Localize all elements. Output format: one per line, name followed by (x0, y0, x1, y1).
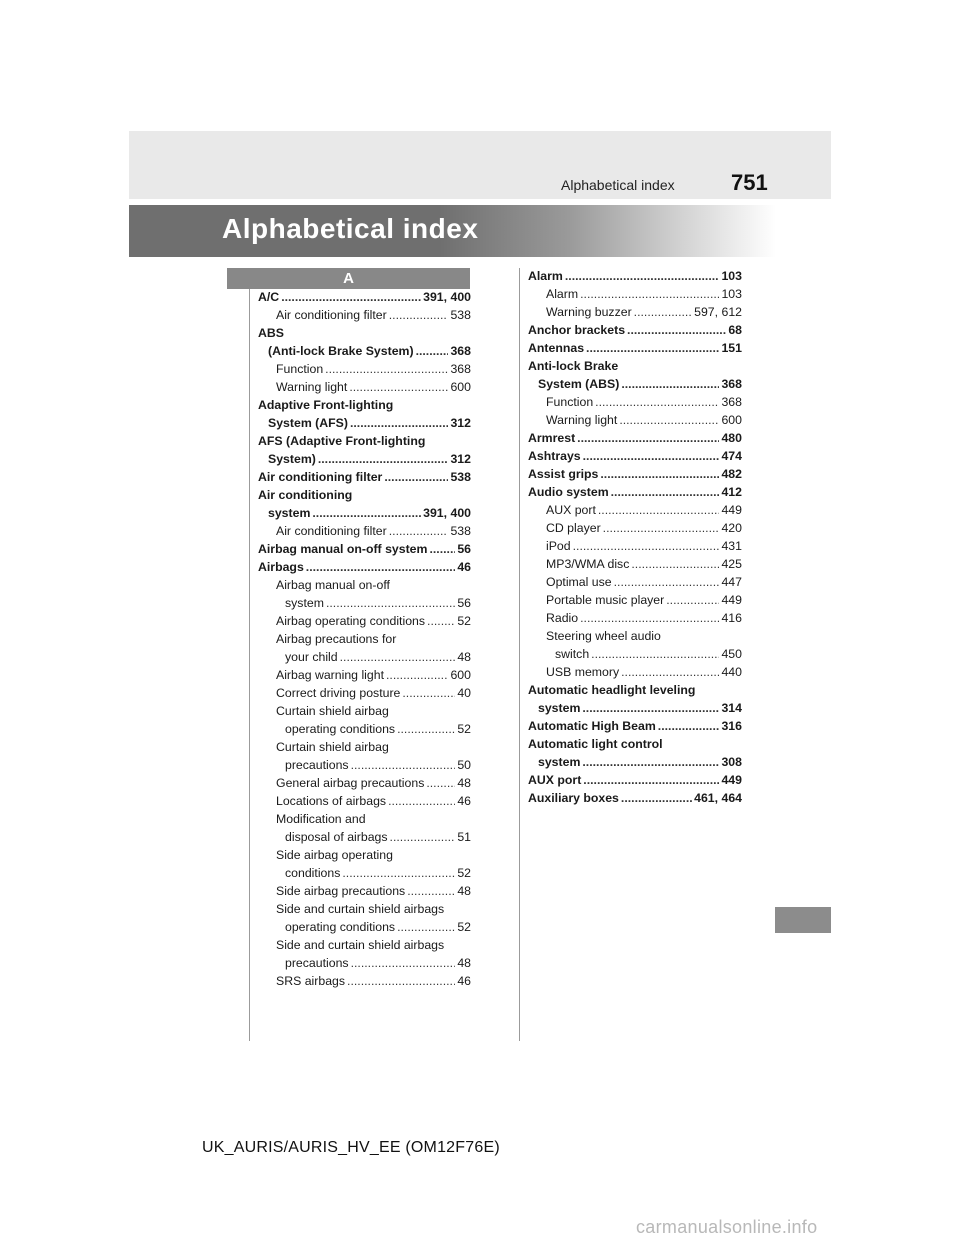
index-entry-line (258, 378, 471, 396)
dot-leader (397, 918, 455, 936)
index-term: AUX port (528, 773, 582, 787)
page-reference: 538 (450, 524, 471, 538)
index-entry (528, 519, 742, 537)
page-reference: 316 (721, 719, 742, 733)
page-reference: 46 (457, 560, 471, 574)
page-reference: 68 (728, 323, 742, 337)
dot-leader (603, 519, 720, 537)
index-entry (258, 936, 471, 972)
index-entry (258, 774, 471, 792)
page-reference: 46 (457, 974, 471, 988)
page-reference: 425 (721, 557, 742, 571)
index-term: AUX port (546, 503, 596, 517)
index-term: System (AFS) (268, 416, 348, 430)
dot-leader (325, 360, 448, 378)
index-term: Armrest (528, 431, 576, 445)
index-entry-line (528, 483, 742, 501)
index-entry (258, 792, 471, 810)
index-term: Ashtrays (528, 449, 581, 463)
index-term: Modification and (276, 812, 366, 826)
page-reference: 308 (721, 755, 742, 769)
index-term: Function (276, 362, 324, 376)
index-entry-line (258, 972, 471, 990)
index-term: Airbag warning light (276, 668, 385, 682)
index-entry-line (528, 285, 742, 303)
page-reference: 420 (721, 521, 742, 535)
page-reference: 600 (450, 668, 471, 682)
header-band (129, 131, 831, 199)
index-term: Airbag manual on-off system (258, 542, 428, 556)
index-term: CD player (546, 521, 601, 535)
index-term: System) (268, 452, 316, 466)
index-term: operating conditions (285, 920, 396, 934)
index-term: Adaptive Front-lighting (258, 398, 394, 412)
page-number: 751 (731, 170, 768, 195)
index-entry (258, 324, 471, 360)
dot-leader (312, 504, 421, 522)
dot-leader (573, 537, 720, 555)
dot-leader (577, 429, 719, 447)
index-term: Assist grips (528, 467, 599, 481)
index-entry-line (258, 864, 471, 882)
index-entry (528, 411, 742, 429)
watermark: carmanualsonline.info (636, 1217, 818, 1237)
dot-leader (666, 591, 719, 609)
dot-leader (614, 573, 720, 591)
page-reference: 56 (457, 542, 471, 556)
page-reference: 48 (457, 776, 471, 790)
index-entry-line (258, 342, 471, 360)
dot-leader (347, 972, 455, 990)
dot-leader (582, 753, 719, 771)
index-entry-line (528, 267, 742, 285)
dot-leader (658, 717, 720, 735)
column-divider-middle (519, 268, 520, 1041)
page-reference: 48 (457, 650, 471, 664)
index-entry (528, 609, 742, 627)
dot-leader (591, 645, 719, 663)
index-entry-line (258, 468, 471, 486)
page-reference: 52 (457, 614, 471, 628)
page-reference: 151 (721, 341, 742, 355)
index-term: Automatic light control (528, 737, 663, 751)
dot-leader (621, 789, 692, 807)
index-entry-line (528, 501, 742, 519)
dot-leader (583, 447, 720, 465)
index-entry (528, 573, 742, 591)
index-entry-line (528, 465, 742, 483)
index-entry-line (528, 663, 742, 681)
dot-leader (389, 522, 449, 540)
index-term: A/C (258, 290, 280, 304)
dot-leader (619, 411, 719, 429)
dot-leader (386, 666, 448, 684)
index-entry-line (258, 882, 471, 900)
dot-leader (427, 612, 455, 630)
index-entry (528, 339, 742, 357)
index-term: Anchor brackets (528, 323, 626, 337)
page-reference: 440 (721, 665, 742, 679)
page-reference: 48 (457, 884, 471, 898)
page-reference: 447 (721, 575, 742, 589)
index-term: system (538, 701, 581, 715)
index-entry-line (528, 411, 742, 429)
page-reference: 368 (450, 362, 471, 376)
index-entry (528, 429, 742, 447)
index-entry-line (258, 306, 471, 324)
index-entry-line (258, 792, 471, 810)
index-entry-line (258, 594, 471, 612)
page-reference: 51 (457, 830, 471, 844)
index-term: disposal of airbags (285, 830, 388, 844)
page-reference: 449 (721, 773, 742, 787)
index-entry-line (258, 666, 471, 684)
dot-leader (350, 414, 449, 432)
index-term: Automatic headlight leveling (528, 683, 696, 697)
index-entry-line (258, 648, 471, 666)
index-term: MP3/WMA disc (546, 557, 630, 571)
index-term: Alarm (546, 287, 579, 301)
index-term: AFS (Adaptive Front-lighting (258, 434, 426, 448)
index-entry-line (528, 321, 742, 339)
dot-leader (634, 303, 692, 321)
index-term: SRS airbags (276, 974, 346, 988)
index-term: Airbag operating conditions (276, 614, 426, 628)
page-reference: 314 (721, 701, 742, 715)
index-entry (528, 627, 742, 663)
index-term: Antennas (528, 341, 585, 355)
index-entry (258, 882, 471, 900)
dot-leader (621, 375, 719, 393)
index-column-right (528, 267, 742, 807)
dot-leader (565, 267, 720, 285)
index-entry (258, 306, 471, 324)
dot-leader (326, 594, 455, 612)
index-entry-line (258, 756, 471, 774)
index-entry-line (528, 303, 742, 321)
index-entry-line (528, 375, 742, 393)
dot-leader (351, 756, 456, 774)
index-entry-line (258, 774, 471, 792)
index-term: Locations of airbags (276, 794, 387, 808)
index-entry (528, 357, 742, 393)
index-entry (258, 432, 471, 468)
index-term: your child (285, 650, 338, 664)
index-entry-line (258, 414, 471, 432)
page-reference: 449 (721, 503, 742, 517)
index-term: Air conditioning filter (276, 524, 387, 538)
dot-leader (426, 774, 455, 792)
dot-leader (349, 378, 448, 396)
index-entry-line (528, 339, 742, 357)
index-entry (258, 846, 471, 882)
index-term: Portable music player (546, 593, 665, 607)
index-entry (258, 810, 471, 846)
index-entry (258, 288, 471, 306)
dot-leader (388, 792, 455, 810)
page-reference: 482 (721, 467, 742, 481)
index-entry (258, 666, 471, 684)
page-reference: 368 (721, 377, 742, 391)
page-reference: 46 (457, 794, 471, 808)
index-entry-line (258, 504, 471, 522)
index-entry-line (258, 954, 471, 972)
page-reference: 416 (721, 611, 742, 625)
index-entry (528, 447, 742, 465)
index-term: system (538, 755, 581, 769)
index-term: Warning light (546, 413, 618, 427)
dot-leader (621, 663, 719, 681)
page-reference: 40 (457, 686, 471, 700)
index-term: Audio system (528, 485, 609, 499)
page-reference: 391, 400 (423, 506, 471, 520)
index-entry (528, 555, 742, 573)
index-entry (258, 486, 471, 522)
page-reference: 48 (457, 956, 471, 970)
index-entry (528, 771, 742, 789)
document-footer: UK_AURIS/AURIS_HV_EE (OM12F76E) (202, 1139, 500, 1156)
index-term: Auxiliary boxes (528, 791, 619, 805)
index-entry (258, 576, 471, 612)
dot-leader (281, 288, 421, 306)
dot-leader (340, 648, 456, 666)
index-entry (528, 591, 742, 609)
page-reference: 449 (721, 593, 742, 607)
index-entry (528, 303, 742, 321)
header-section-title: Alphabetical index (561, 177, 675, 193)
index-entry-line (528, 771, 742, 789)
index-entry (528, 267, 742, 285)
index-term: system (268, 506, 311, 520)
column-divider-left (249, 289, 250, 1041)
index-entry (258, 630, 471, 666)
index-term: Airbags (258, 560, 304, 574)
index-term: switch (555, 647, 590, 661)
index-entry-line (528, 537, 742, 555)
page-reference: 103 (721, 269, 742, 283)
index-entry-line (528, 573, 742, 591)
page-reference: 431 (721, 539, 742, 553)
index-entry-line (528, 555, 742, 573)
page-reference: 368 (450, 344, 471, 358)
index-term: Air conditioning filter (258, 470, 383, 484)
page-reference: 597, 612 (694, 305, 742, 319)
page-reference: 474 (721, 449, 742, 463)
page-reference: 412 (721, 485, 742, 499)
page-reference: 391, 400 (423, 290, 471, 304)
index-entry-line (528, 429, 742, 447)
index-entry (258, 702, 471, 738)
index-term: conditions (285, 866, 341, 880)
index-entry-line (258, 684, 471, 702)
index-entry (528, 717, 742, 735)
index-term: Air conditioning filter (276, 308, 387, 322)
index-term: system (285, 596, 324, 610)
page-reference: 56 (457, 596, 471, 610)
page-reference: 52 (457, 866, 471, 880)
index-entry-line (528, 753, 742, 771)
index-entry (528, 465, 742, 483)
index-entry (258, 738, 471, 774)
index-term: Anti-lock Brake (528, 359, 619, 373)
index-entry (528, 393, 742, 411)
index-term: iPod (546, 539, 571, 553)
index-entry (258, 522, 471, 540)
dot-leader (586, 339, 719, 357)
dot-leader (583, 771, 719, 789)
dot-leader (384, 468, 448, 486)
index-term: System (ABS) (538, 377, 620, 391)
dot-leader (580, 285, 719, 303)
page-reference: 312 (450, 416, 471, 430)
index-entry-line (258, 450, 471, 468)
index-entry (528, 681, 742, 717)
dot-leader (416, 342, 449, 360)
index-entry-line (528, 645, 742, 663)
index-term: Steering wheel audio (546, 629, 661, 643)
dot-leader (580, 609, 719, 627)
dot-leader (595, 393, 719, 411)
index-term: Radio (546, 611, 579, 625)
index-term: Air conditioning (258, 488, 353, 502)
dot-leader (351, 954, 456, 972)
index-entry-line (528, 789, 742, 807)
index-term: Curtain shield airbag (276, 704, 389, 718)
index-entry (258, 540, 471, 558)
dot-leader (600, 465, 719, 483)
index-entry (528, 285, 742, 303)
index-term: Curtain shield airbag (276, 740, 389, 754)
dot-leader (402, 684, 455, 702)
index-entry (528, 789, 742, 807)
index-entry (258, 612, 471, 630)
index-entry-line (258, 360, 471, 378)
dot-leader (390, 828, 456, 846)
index-entry (258, 396, 471, 432)
index-entry (528, 735, 742, 771)
index-term: Alarm (528, 269, 563, 283)
dot-leader (407, 882, 455, 900)
index-entry (258, 900, 471, 936)
index-entry-line (258, 612, 471, 630)
index-term: Airbag manual on-off (276, 578, 390, 592)
index-entry-line (528, 591, 742, 609)
dot-leader (627, 321, 726, 339)
dot-leader (306, 558, 456, 576)
dot-leader (582, 699, 719, 717)
index-entry-line (258, 540, 471, 558)
page-reference: 312 (450, 452, 471, 466)
dot-leader (598, 501, 720, 519)
dot-leader (611, 483, 720, 501)
index-term: Side and curtain shield airbags (276, 938, 445, 952)
index-entry-line (528, 717, 742, 735)
index-entry-line (258, 918, 471, 936)
index-entry (258, 558, 471, 576)
index-entry-line (528, 447, 742, 465)
index-term: Warning light (276, 380, 348, 394)
index-term: (Anti-lock Brake System) (268, 344, 414, 358)
index-term: Optimal use (546, 575, 612, 589)
dot-leader (342, 864, 455, 882)
page-reference: 50 (457, 758, 471, 772)
index-entry-line (258, 522, 471, 540)
index-term: Correct driving posture (276, 686, 401, 700)
index-entry-line (258, 828, 471, 846)
index-entry-line (258, 288, 471, 306)
index-entry (258, 468, 471, 486)
page-reference: 103 (721, 287, 742, 301)
index-column-left (258, 288, 471, 990)
page-reference: 368 (721, 395, 742, 409)
index-entry (528, 321, 742, 339)
page-reference: 600 (450, 380, 471, 394)
index-term: ABS (258, 326, 284, 340)
index-entry (258, 360, 471, 378)
index-term: precautions (285, 956, 349, 970)
index-term: Side airbag precautions (276, 884, 406, 898)
index-term: General airbag precautions (276, 776, 425, 790)
index-entry (528, 537, 742, 555)
page-reference: 450 (721, 647, 742, 661)
index-term: Airbag precautions for (276, 632, 397, 646)
thumb-index-tab (775, 907, 831, 933)
index-entry-line (528, 519, 742, 537)
index-term: Side airbag operating (276, 848, 393, 862)
index-entry (528, 501, 742, 519)
page-reference: 52 (457, 920, 471, 934)
index-term: Function (546, 395, 594, 409)
page-reference: 52 (457, 722, 471, 736)
dot-leader (631, 555, 719, 573)
index-entry (528, 483, 742, 501)
index-entry-line (258, 558, 471, 576)
index-entry-line (528, 393, 742, 411)
index-entry-line (258, 720, 471, 738)
index-entry (258, 378, 471, 396)
index-term: Side and curtain shield airbags (276, 902, 445, 916)
index-term: operating conditions (285, 722, 396, 736)
dot-leader (429, 540, 455, 558)
index-entry-line (528, 699, 742, 717)
index-term: USB memory (546, 665, 620, 679)
dot-leader (389, 306, 449, 324)
dot-leader (397, 720, 455, 738)
index-entry (258, 972, 471, 990)
index-entry-line (528, 609, 742, 627)
index-term: precautions (285, 758, 349, 772)
page-reference: 480 (721, 431, 742, 445)
index-entry (258, 684, 471, 702)
index-letter-heading: A (227, 268, 470, 289)
dot-leader (318, 450, 449, 468)
index-term: Automatic High Beam (528, 719, 656, 733)
page-reference: 461, 464 (694, 791, 742, 805)
page-title: Alphabetical index (222, 213, 479, 244)
page-reference: 538 (450, 470, 471, 484)
page-reference: 600 (721, 413, 742, 427)
index-entry (528, 663, 742, 681)
page-reference: 538 (450, 308, 471, 322)
index-term: Warning buzzer (546, 305, 632, 319)
